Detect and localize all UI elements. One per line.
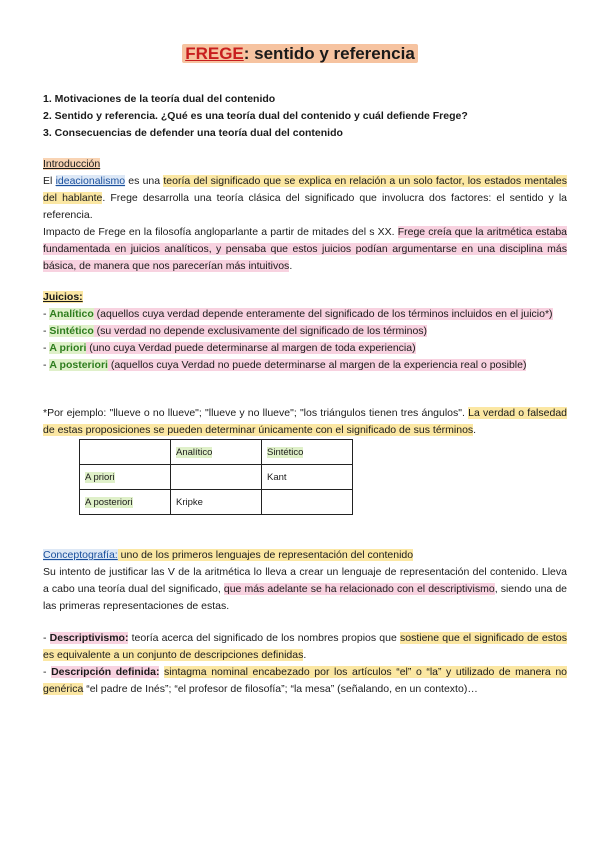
table-cell: Analítico <box>171 440 262 465</box>
table-cell <box>171 465 262 490</box>
definition-item: - Descriptivismo: teoría acerca del significado de los nombres propios que sostiene que el significado de estos es equivalente a un conjunto de descripciones definidas. <box>43 632 568 661</box>
juicios-section <box>43 289 567 374</box>
ideacionalismo-term: ideacionalismo <box>55 175 126 187</box>
juicios-heading: Juicios: <box>43 291 83 303</box>
table-cell: A priori <box>80 465 171 490</box>
table-cell <box>80 440 171 465</box>
juicio-item: - Sintético (su verdad no depende exclusivamente del significado de los términos) <box>43 325 428 337</box>
table-cell <box>262 490 353 515</box>
outline-item: 1. Motivaciones de la teoría dual del contenido <box>43 93 276 105</box>
definitions-section <box>43 630 567 698</box>
intro-paragraph-1: El ideacionalismo es una teoría del significado que se explica en relación a un solo factor, los estados mentales del hablante. Frege desarrolla una teoría clásica del significado que involucra dos factores: el sentido y la referencia. <box>43 175 567 221</box>
table-cell: A posteriori <box>80 490 171 515</box>
intro-paragraph-2: Impacto de Frege en la filosofía angloparlante a partir de mitades del s XX. Frege creía que la aritmética estaba fundamentada en juicios analíticos, y pensaba que estos juicios podían argumentarse en una disciplina más básica, de manera que nos parecerían más intuitivos. <box>43 226 567 272</box>
juicio-item: - Analítico (aquellos cuya verdad depende enteramente del significado de los términos incluidos en el juicio*) <box>43 308 553 320</box>
outline-list <box>43 91 567 142</box>
conceptografia-paragraph: Su intento de justificar las V de la aritmética lo lleva a crear un lenguaje de representación del contenido. Lleva a cabo una teoría dual del significado, que más adelante se ha relacionado con el descriptivismo, siendo una de las primeras representaciones de estas. <box>43 566 567 612</box>
table-cell: Kant <box>262 465 353 490</box>
outline-item: 2. Sentido y referencia. ¿Qué es una teoría dual del contenido y cuál defiende Frege? <box>43 110 468 122</box>
example-paragraph: *Por ejemplo: "llueve o no llueve"; "llueve y no llueve"; "los triángulos tienen tres ángulos". La verdad o falsedad de estas proposiciones se pueden determinar únicamente con el significado de sus términos. <box>43 407 568 436</box>
conceptografia-heading: Conceptografía: <box>43 549 118 561</box>
table-row <box>80 440 353 465</box>
intro-heading: Introducción <box>43 158 101 170</box>
intro-section <box>43 156 567 275</box>
judgment-table <box>79 439 353 515</box>
table-row <box>80 490 353 515</box>
table-cell: Kripke <box>171 490 262 515</box>
table-row <box>80 465 353 490</box>
juicio-item: - A posteriori (aquellos cuya Verdad no puede determinarse al margen de la experiencia real o posible) <box>43 359 527 371</box>
outline-item: 3. Consecuencias de defender una teoría dual del contenido <box>43 127 343 139</box>
page-title <box>0 44 600 64</box>
table-cell: Sintético <box>262 440 353 465</box>
juicio-item: - A priori (uno cuya Verdad puede determinarse al margen de toda experiencia) <box>43 342 416 354</box>
conceptografia-section: Conceptografía: uno de los primeros lenguajes de representación del contenido Su intento de justificar las V de la aritmética lo lleva a crear un lenguaje de representación del contenido. Lleva a cabo una teoría dual del significado, que más adelante se ha relacionado con el descriptivismo, siendo una de las primeras representaciones de estas. <box>43 547 567 615</box>
definition-item: - Descripción definida: sintagma nominal encabezado por los artículos “el” o “la” y utilizado de manera no genérica “el padre de Inés”; “el profesor de filosofía”; “la mesa” (señalando, en un contexto)… <box>43 666 567 695</box>
title-frege: FREGE <box>185 44 244 63</box>
title-rest: : sentido y referencia <box>243 44 415 63</box>
